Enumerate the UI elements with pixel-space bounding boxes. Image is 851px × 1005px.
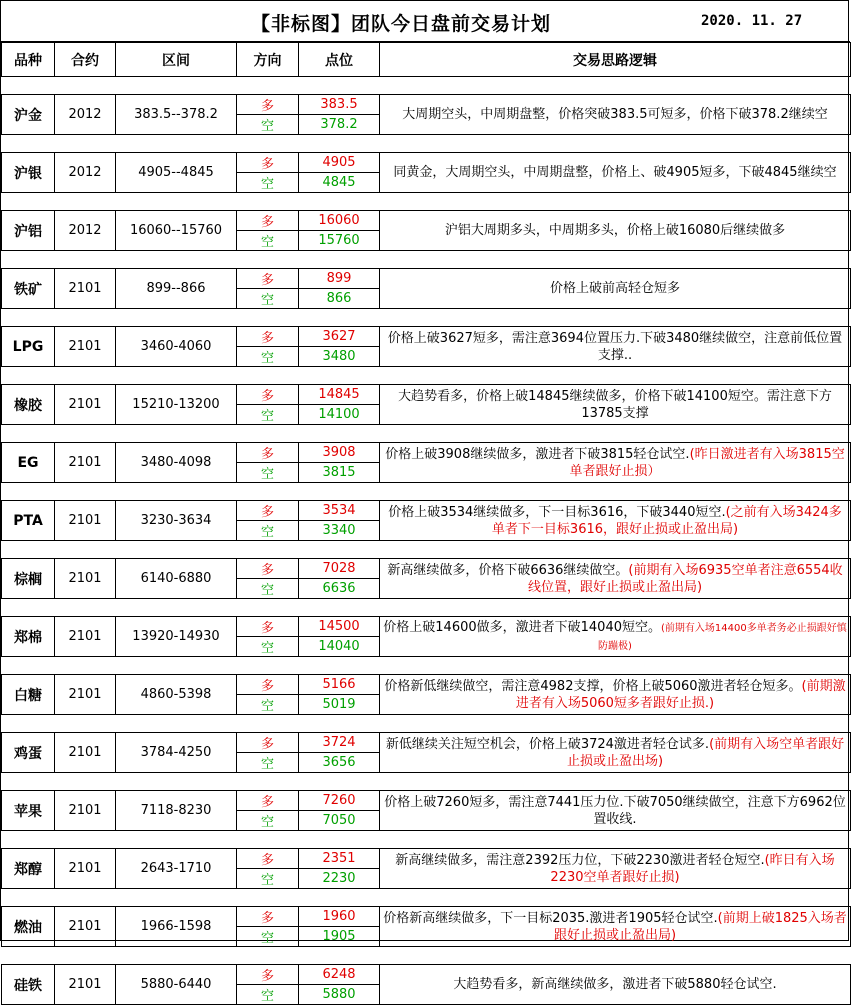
table-row bbox=[2, 211, 851, 231]
plan-table-body bbox=[2, 77, 851, 1005]
table-row bbox=[2, 733, 851, 753]
logic-text: 价格上破14600做多，激进者下破14040短空。 bbox=[383, 619, 661, 635]
range-cell: 3230-3634 bbox=[116, 501, 237, 541]
row-spacer-cell bbox=[2, 483, 851, 501]
direction-short-cell: 空 bbox=[237, 289, 299, 309]
product-cell: 鸡蛋 bbox=[2, 733, 55, 773]
direction-long-cell: 多 bbox=[237, 675, 299, 695]
range-cell: 4905--4845 bbox=[116, 153, 237, 193]
logic-cell bbox=[380, 733, 851, 773]
logic-text: 价格上破3627短多，需注意3694位置压力.下破3480继续做空，注意前低位置支撑.. bbox=[387, 330, 843, 363]
col-header-direction: 方向 bbox=[237, 43, 299, 77]
product-cell: 郑醇 bbox=[2, 849, 55, 889]
contract-cell: 2101 bbox=[55, 269, 116, 309]
short-point-cell: 3656 bbox=[299, 753, 380, 773]
col-header-logic: 交易思路逻辑 bbox=[380, 43, 851, 77]
logic-note: (昨日有入场2230空单者跟好止损) bbox=[550, 852, 835, 885]
short-point-cell: 3480 bbox=[299, 347, 380, 367]
contract-cell: 2012 bbox=[55, 153, 116, 193]
product-cell: 铁矿 bbox=[2, 269, 55, 309]
range-cell: 16060--15760 bbox=[116, 211, 237, 251]
direction-short-cell: 空 bbox=[237, 753, 299, 773]
logic-cell bbox=[380, 791, 851, 831]
row-spacer bbox=[2, 77, 851, 95]
short-point-cell: 2230 bbox=[299, 869, 380, 889]
direction-short-cell: 空 bbox=[237, 405, 299, 425]
logic-text: 同黄金，大周期空头，中周期盘整，价格上、破4905短多，下破4845继续空 bbox=[393, 165, 837, 180]
product-cell: 苹果 bbox=[2, 791, 55, 831]
long-point-cell: 5166 bbox=[299, 675, 380, 695]
row-spacer-cell bbox=[2, 135, 851, 153]
long-point-cell: 3908 bbox=[299, 443, 380, 463]
logic-text: 价格新高继续做多，下一目标2035.激进者1905轻仓试空. bbox=[383, 910, 718, 926]
logic-note: (前期有入场空单者跟好止损或止盈出场) bbox=[566, 736, 845, 769]
contract-cell: 2101 bbox=[55, 675, 116, 715]
logic-cell bbox=[380, 327, 851, 367]
direction-short-cell: 空 bbox=[237, 173, 299, 193]
product-cell: 硅铁 bbox=[2, 965, 55, 1005]
logic-cell bbox=[380, 211, 851, 251]
logic-cell bbox=[380, 849, 851, 889]
short-point-cell: 1905 bbox=[299, 927, 380, 947]
product-cell: 沪银 bbox=[2, 153, 55, 193]
long-point-cell: 14500 bbox=[299, 617, 380, 637]
long-point-cell: 1960 bbox=[299, 907, 380, 927]
long-point-cell: 7028 bbox=[299, 559, 380, 579]
direction-long-cell: 多 bbox=[237, 95, 299, 115]
long-point-cell: 16060 bbox=[299, 211, 380, 231]
direction-long-cell: 多 bbox=[237, 965, 299, 985]
direction-long-cell: 多 bbox=[237, 327, 299, 347]
range-cell: 4860-5398 bbox=[116, 675, 237, 715]
long-point-cell: 6248 bbox=[299, 965, 380, 985]
row-spacer bbox=[2, 309, 851, 327]
direction-short-cell: 空 bbox=[237, 985, 299, 1005]
short-point-cell: 5880 bbox=[299, 985, 380, 1005]
table-row bbox=[2, 907, 851, 927]
contract-cell: 2101 bbox=[55, 965, 116, 1005]
long-point-cell: 383.5 bbox=[299, 95, 380, 115]
direction-long-cell: 多 bbox=[237, 617, 299, 637]
row-spacer-cell bbox=[2, 541, 851, 559]
logic-note: (前期上破1825入场者跟好止损或止盈出局) bbox=[553, 910, 847, 943]
table-row bbox=[2, 559, 851, 579]
table-row bbox=[2, 269, 851, 289]
logic-note: (昨日激进者有入场3815空单者跟好止损） bbox=[569, 446, 845, 479]
row-spacer bbox=[2, 135, 851, 153]
contract-cell: 2101 bbox=[55, 791, 116, 831]
row-spacer-cell bbox=[2, 773, 851, 791]
table-row bbox=[2, 385, 851, 405]
logic-cell bbox=[380, 907, 851, 947]
contract-cell: 2101 bbox=[55, 849, 116, 889]
row-spacer bbox=[2, 541, 851, 559]
product-cell: 橡胶 bbox=[2, 385, 55, 425]
col-header-range: 区间 bbox=[116, 43, 237, 77]
product-cell: LPG bbox=[2, 327, 55, 367]
range-cell: 2643-1710 bbox=[116, 849, 237, 889]
logic-text: 价格新低继续做空，需注意4982支撑，价格上破5060激进者轻仓短多。 bbox=[384, 678, 802, 694]
row-spacer bbox=[2, 889, 851, 907]
table-row bbox=[2, 965, 851, 985]
row-spacer-cell bbox=[2, 715, 851, 733]
short-point-cell: 3340 bbox=[299, 521, 380, 541]
row-spacer bbox=[2, 715, 851, 733]
row-spacer bbox=[2, 831, 851, 849]
logic-text: 大趋势看多，新高继续做多，激进者下破5880轻仓试空. bbox=[453, 977, 777, 992]
col-header-point: 点位 bbox=[299, 43, 380, 77]
logic-cell bbox=[380, 559, 851, 599]
table-row bbox=[2, 95, 851, 115]
contract-cell: 2101 bbox=[55, 443, 116, 483]
row-spacer bbox=[2, 193, 851, 211]
logic-text: 价格上破3534继续做多，下一目标3616，下破3440短空. bbox=[388, 504, 726, 520]
contract-cell: 2012 bbox=[55, 211, 116, 251]
contract-cell: 2101 bbox=[55, 327, 116, 367]
table-row bbox=[2, 791, 851, 811]
direction-long-cell: 多 bbox=[237, 907, 299, 927]
contract-cell: 2012 bbox=[55, 95, 116, 135]
contract-cell: 2101 bbox=[55, 559, 116, 599]
row-spacer-cell bbox=[2, 251, 851, 269]
direction-short-cell: 空 bbox=[237, 463, 299, 483]
range-cell: 1966-1598 bbox=[116, 907, 237, 947]
range-cell: 3480-4098 bbox=[116, 443, 237, 483]
product-cell: EG bbox=[2, 443, 55, 483]
logic-note: (前期激进者有入场5060短多者跟好止损.) bbox=[515, 678, 846, 711]
row-spacer bbox=[2, 251, 851, 269]
short-point-cell: 5019 bbox=[299, 695, 380, 715]
range-cell: 13920-14930 bbox=[116, 617, 237, 657]
logic-text: 新低继续关注短空机会，价格上破3724激进者轻仓试多. bbox=[385, 736, 710, 752]
long-point-cell: 3627 bbox=[299, 327, 380, 347]
logic-cell bbox=[380, 153, 851, 193]
col-header-product: 品种 bbox=[2, 43, 55, 77]
long-point-cell: 3724 bbox=[299, 733, 380, 753]
product-cell: 沪金 bbox=[2, 95, 55, 135]
contract-cell: 2101 bbox=[55, 733, 116, 773]
direction-short-cell: 空 bbox=[237, 579, 299, 599]
row-spacer-cell bbox=[2, 599, 851, 617]
range-cell: 383.5--378.2 bbox=[116, 95, 237, 135]
row-spacer-cell bbox=[2, 425, 851, 443]
logic-cell bbox=[380, 501, 851, 541]
header-row bbox=[2, 43, 851, 77]
direction-long-cell: 多 bbox=[237, 153, 299, 173]
direction-long-cell: 多 bbox=[237, 849, 299, 869]
short-point-cell: 7050 bbox=[299, 811, 380, 831]
short-point-cell: 3815 bbox=[299, 463, 380, 483]
range-cell: 3784-4250 bbox=[116, 733, 237, 773]
direction-long-cell: 多 bbox=[237, 559, 299, 579]
direction-short-cell: 空 bbox=[237, 637, 299, 657]
contract-cell: 2101 bbox=[55, 385, 116, 425]
short-point-cell: 866 bbox=[299, 289, 380, 309]
logic-cell bbox=[380, 675, 851, 715]
plan-table bbox=[1, 42, 851, 1005]
logic-note: (前期有入场6935空单者注意6554收线位置，跟好止损或止盈出局) bbox=[527, 562, 843, 595]
short-point-cell: 14100 bbox=[299, 405, 380, 425]
range-cell: 6140-6880 bbox=[116, 559, 237, 599]
product-cell: 棕榈 bbox=[2, 559, 55, 599]
row-spacer bbox=[2, 425, 851, 443]
product-cell: 郑棉 bbox=[2, 617, 55, 657]
table-row bbox=[2, 153, 851, 173]
long-point-cell: 7260 bbox=[299, 791, 380, 811]
row-spacer-cell bbox=[2, 309, 851, 327]
direction-long-cell: 多 bbox=[237, 501, 299, 521]
logic-text: 沪铝大周期多头，中周期多头，价格上破16080后继续做多 bbox=[444, 223, 786, 238]
long-point-cell: 899 bbox=[299, 269, 380, 289]
logic-note: (之前有入场3424多单者下一目标3616，跟好止损或止盈出局) bbox=[491, 504, 842, 537]
row-spacer-cell bbox=[2, 367, 851, 385]
direction-short-cell: 空 bbox=[237, 347, 299, 367]
direction-long-cell: 多 bbox=[237, 385, 299, 405]
long-point-cell: 14845 bbox=[299, 385, 380, 405]
logic-text: 价格上破前高轻仓短多 bbox=[549, 281, 680, 296]
direction-long-cell: 多 bbox=[237, 269, 299, 289]
row-spacer-cell bbox=[2, 193, 851, 211]
logic-text: 价格上破7260短多，需注意7441压力位.下破7050继续做空，注意下方6962位置收线. bbox=[384, 794, 846, 827]
table-row bbox=[2, 443, 851, 463]
row-spacer-cell bbox=[2, 77, 851, 95]
row-spacer bbox=[2, 599, 851, 617]
row-spacer bbox=[2, 483, 851, 501]
table-row bbox=[2, 675, 851, 695]
long-point-cell: 3534 bbox=[299, 501, 380, 521]
short-point-cell: 14040 bbox=[299, 637, 380, 657]
sheet-date: 2020. 11. 27 bbox=[701, 13, 803, 29]
title-bar bbox=[1, 1, 850, 42]
logic-cell bbox=[380, 965, 851, 1005]
row-spacer-cell bbox=[2, 831, 851, 849]
direction-short-cell: 空 bbox=[237, 521, 299, 541]
row-spacer-cell bbox=[2, 657, 851, 675]
direction-long-cell: 多 bbox=[237, 791, 299, 811]
direction-long-cell: 多 bbox=[237, 443, 299, 463]
direction-short-cell: 空 bbox=[237, 115, 299, 135]
row-spacer-cell bbox=[2, 947, 851, 965]
logic-text: 大趋势看多，价格上破14845继续做多，价格下破14100短空。需注意下方13785支撑 bbox=[398, 388, 832, 421]
sheet-title: 【非标图】团队今日盘前交易计划 bbox=[251, 13, 552, 35]
logic-cell bbox=[380, 385, 851, 425]
product-cell: 燃油 bbox=[2, 907, 55, 947]
table-row bbox=[2, 617, 851, 637]
direction-short-cell: 空 bbox=[237, 695, 299, 715]
short-point-cell: 6636 bbox=[299, 579, 380, 599]
direction-short-cell: 空 bbox=[237, 869, 299, 889]
logic-note: (前期有入场14400多单者务必止损跟好慎防蹦极) bbox=[598, 622, 847, 652]
product-cell: 白糖 bbox=[2, 675, 55, 715]
range-cell: 3460-4060 bbox=[116, 327, 237, 367]
product-cell: 沪铝 bbox=[2, 211, 55, 251]
range-cell: 5880-6440 bbox=[116, 965, 237, 1005]
logic-text: 新高继续做多，价格下破6636继续做空。 bbox=[387, 562, 629, 578]
contract-cell: 2101 bbox=[55, 501, 116, 541]
col-header-contract: 合约 bbox=[55, 43, 116, 77]
table-row bbox=[2, 849, 851, 869]
row-spacer bbox=[2, 367, 851, 385]
row-spacer bbox=[2, 947, 851, 965]
row-spacer-cell bbox=[2, 889, 851, 907]
short-point-cell: 378.2 bbox=[299, 115, 380, 135]
row-spacer bbox=[2, 657, 851, 675]
range-cell: 7118-8230 bbox=[116, 791, 237, 831]
logic-cell bbox=[380, 443, 851, 483]
range-cell: 15210-13200 bbox=[116, 385, 237, 425]
range-cell: 899--866 bbox=[116, 269, 237, 309]
row-spacer bbox=[2, 773, 851, 791]
logic-cell bbox=[380, 269, 851, 309]
direction-short-cell: 空 bbox=[237, 927, 299, 947]
short-point-cell: 4845 bbox=[299, 173, 380, 193]
contract-cell: 2101 bbox=[55, 617, 116, 657]
short-point-cell: 15760 bbox=[299, 231, 380, 251]
direction-short-cell: 空 bbox=[237, 231, 299, 251]
long-point-cell: 4905 bbox=[299, 153, 380, 173]
table-row bbox=[2, 501, 851, 521]
logic-cell bbox=[380, 617, 851, 657]
table-row bbox=[2, 327, 851, 347]
logic-cell bbox=[380, 95, 851, 135]
product-cell: PTA bbox=[2, 501, 55, 541]
logic-text: 新高继续做多，需注意2392压力位，下破2230激进者轻仓短空. bbox=[395, 852, 765, 868]
contract-cell: 2101 bbox=[55, 907, 116, 947]
logic-text: 价格上破3908继续做多，激进者下破3815轻仓试空. bbox=[385, 446, 690, 462]
direction-long-cell: 多 bbox=[237, 733, 299, 753]
long-point-cell: 2351 bbox=[299, 849, 380, 869]
direction-long-cell: 多 bbox=[237, 211, 299, 231]
logic-text: 大周期空头，中周期盘整，价格突破383.5可短多，价格下破378.2继续空 bbox=[402, 107, 828, 122]
direction-short-cell: 空 bbox=[237, 811, 299, 831]
